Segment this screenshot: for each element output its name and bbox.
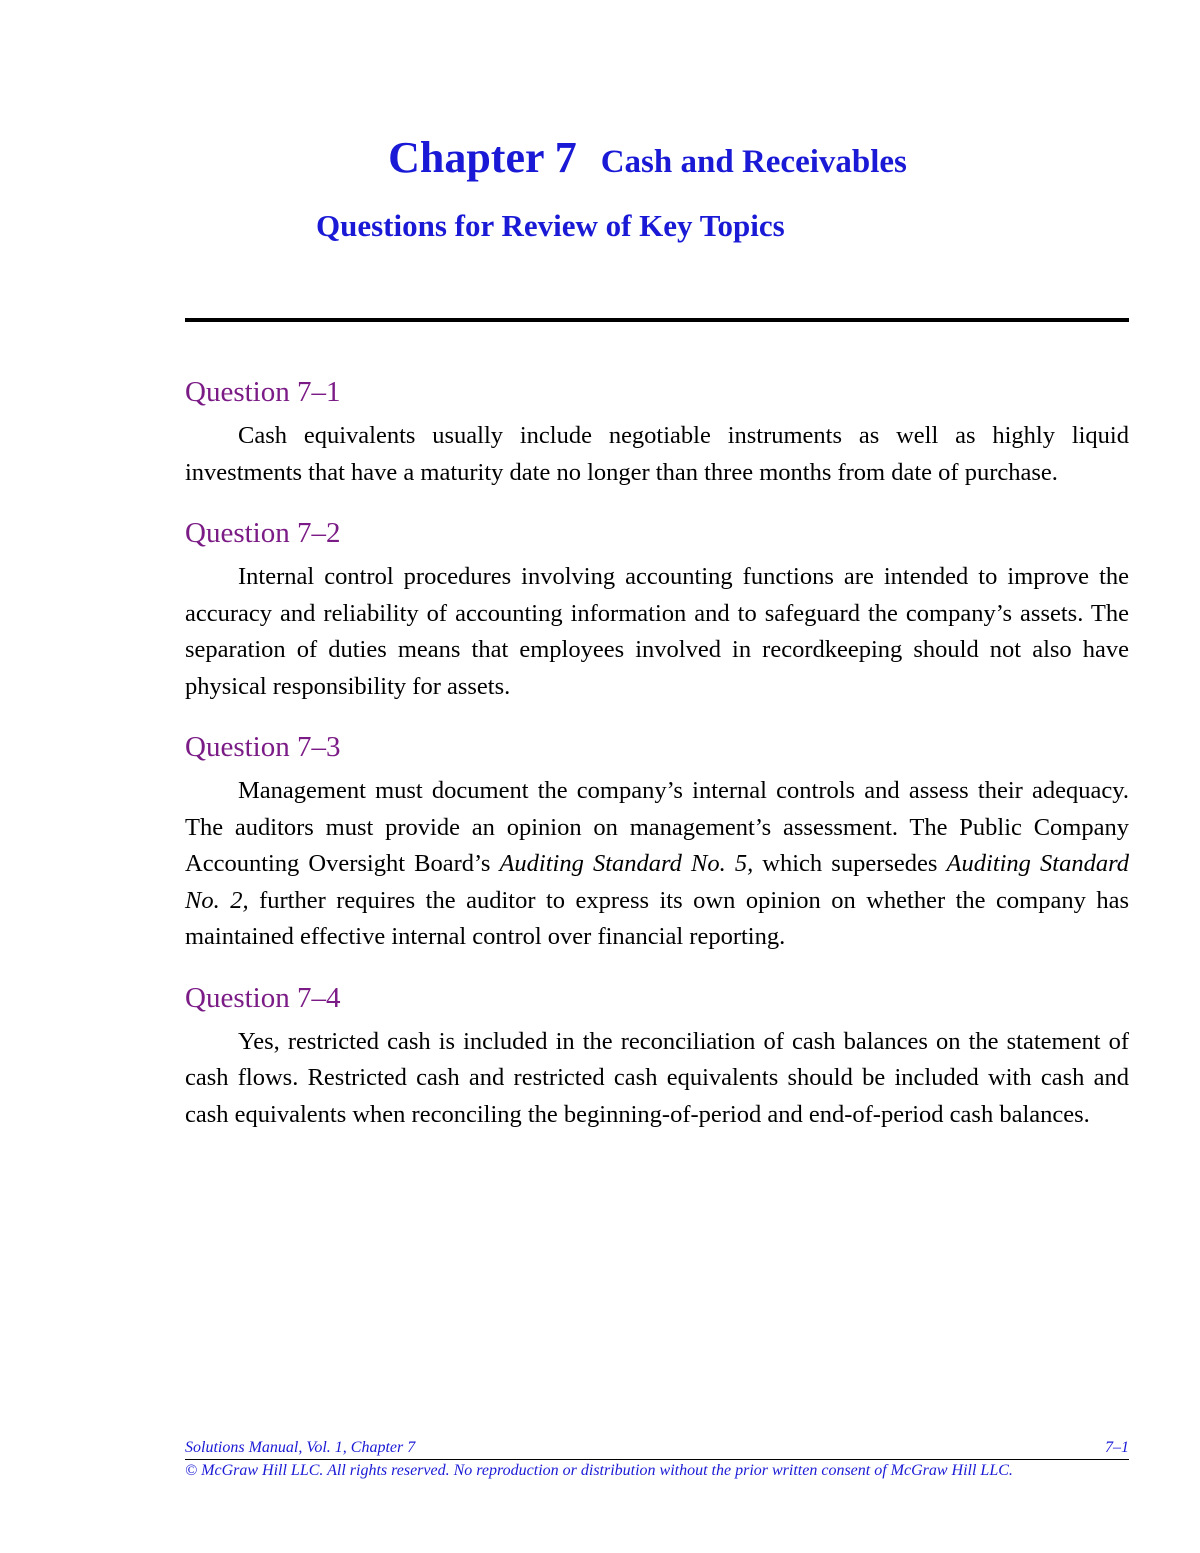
question-heading: Question 7–3 <box>185 731 341 763</box>
footer-running-line <box>185 1438 1129 1460</box>
copyright-notice: © McGraw Hill LLC. All rights reserved. No reproduction or distribution without the prior written consent of McGraw Hill LLC. <box>185 1462 1013 1479</box>
answer-text: Internal control procedures involving accounting functions are intended to improve the accuracy and reliability of accounting information and to safeguard the company’s assets. The separation of duties means that employees involved in recordkeeping should not also have physical responsibility for assets. <box>185 563 1129 700</box>
header-divider <box>185 318 1129 322</box>
question-answer <box>185 418 1129 491</box>
question-answer <box>185 773 1129 956</box>
answer-text: Management must document the company’s internal controls and assess their adequacy. The auditors must provide an opinion on management’s assessment. The Public Company Accounting Oversight Board’s <box>185 777 1129 877</box>
question-heading: Question 7–4 <box>185 981 341 1014</box>
chapter-title: Cash and Receivables <box>600 144 907 180</box>
standard-citation: Auditing Standard No. 5, <box>499 850 754 877</box>
question-heading: Question 7–1 <box>185 376 341 408</box>
page-footer <box>185 1438 1129 1482</box>
question-answer <box>185 1024 1129 1134</box>
question-heading: Question 7–2 <box>185 517 341 549</box>
footer-source: Solutions Manual, Vol. 1, Chapter 7 <box>185 1439 416 1456</box>
standard-citation: Auditing Standard No. 2, <box>185 850 1129 914</box>
page-number: 7–1 <box>1105 1439 1129 1456</box>
chapter-heading <box>0 132 1200 183</box>
questions-content <box>185 372 1129 1155</box>
answer-text: Cash equivalents usually include negotiable instruments as well as highly liquid investments that have a maturity date no longer than three months from date of purchase. <box>185 422 1129 486</box>
question-block <box>185 372 1129 491</box>
question-block <box>185 727 1129 956</box>
question-block <box>185 513 1129 705</box>
answer-text: which supersedes <box>753 850 947 877</box>
question-answer <box>185 559 1129 705</box>
section-subtitle: Questions for Review of Key Topics <box>316 208 785 243</box>
question-block <box>185 978 1129 1134</box>
chapter-label: Chapter 7 <box>388 133 577 182</box>
answer-text: further requires the auditor to express its own opinion on whether the company has maintained effective internal control over financial reporting. <box>185 886 1129 950</box>
answer-text: Yes, restricted cash is included in the reconciliation of cash balances on the statement of cash flows. Restricted cash and restricted cash equivalents should be included with cash and cash equivalents when reconciling the beginning-of-period and end-of-period cash balances. <box>185 1027 1129 1128</box>
